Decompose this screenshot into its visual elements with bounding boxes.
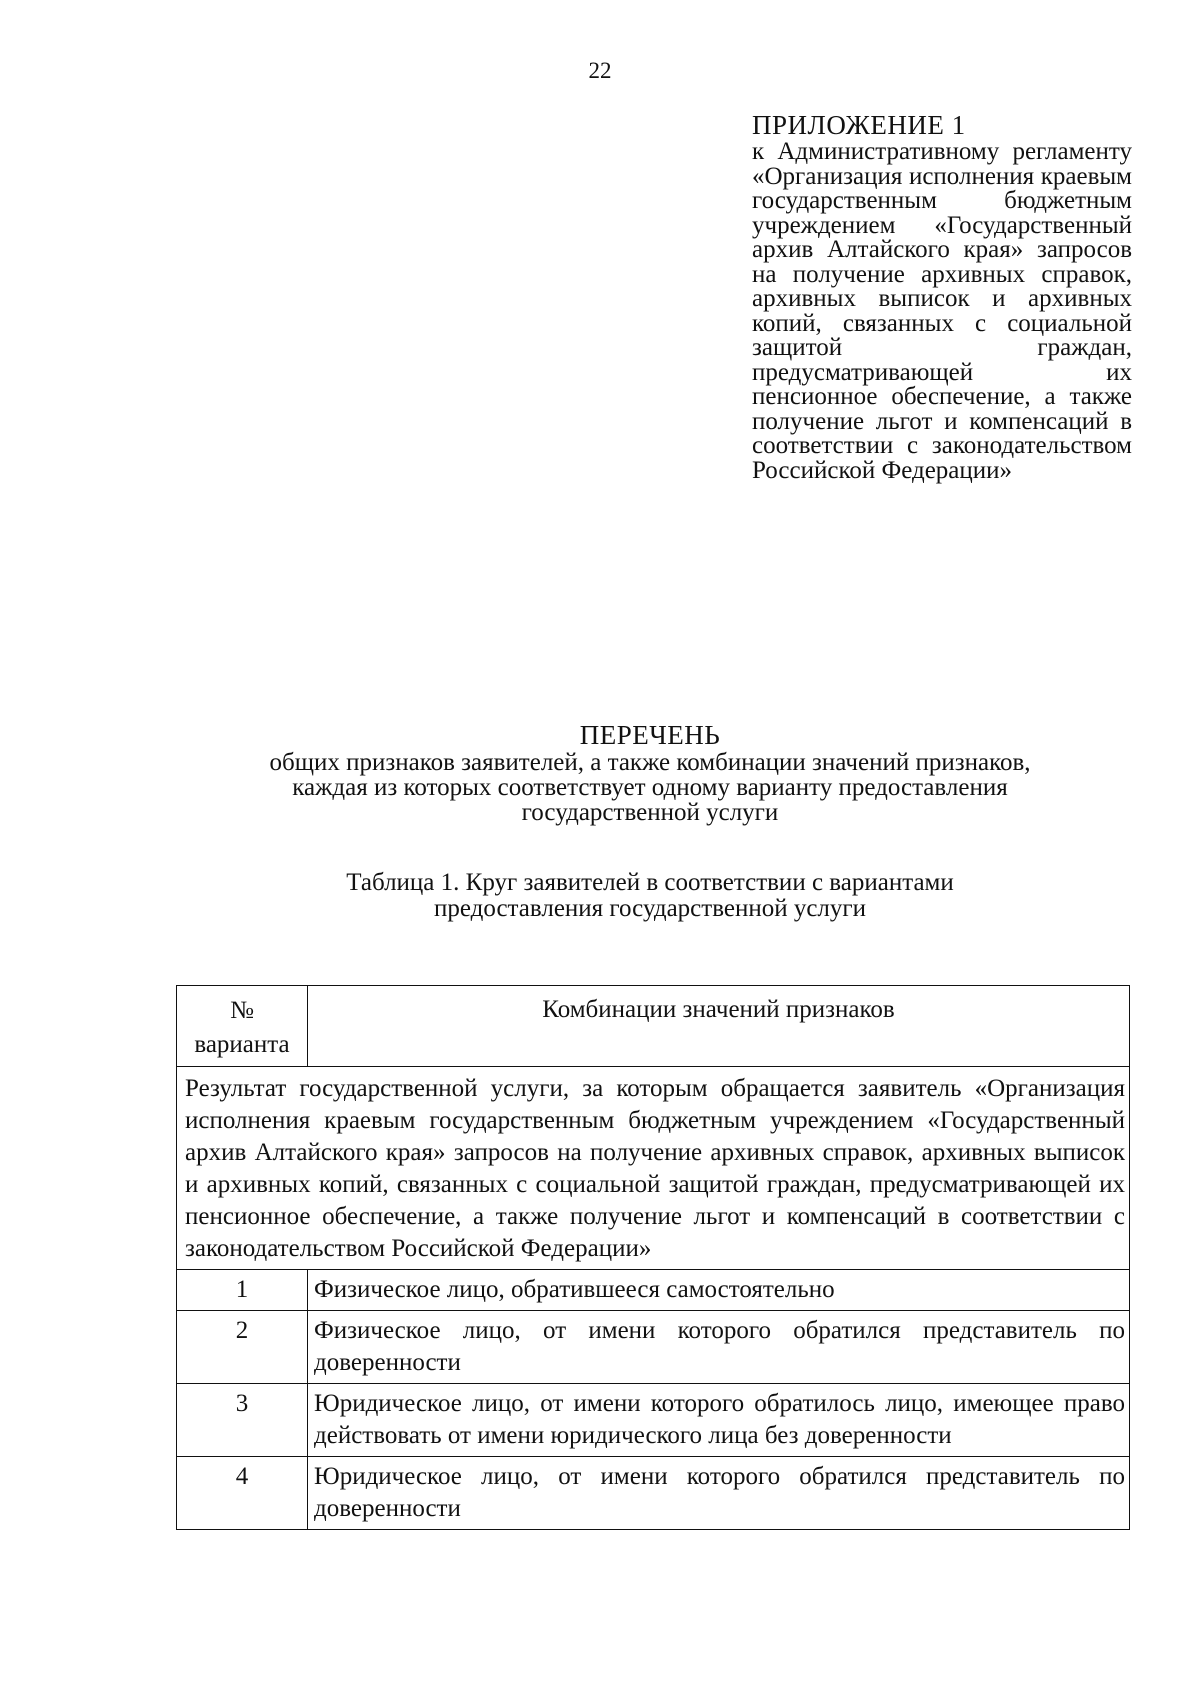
table-row: [177, 1457, 1130, 1530]
variant-text-cell: Юридическое лицо, от имени которого обратился представитель по доверенности: [308, 1457, 1130, 1530]
table-row: [177, 1270, 1130, 1311]
table-caption-line-1: Таблица 1. Круг заявителей в соответствии с вариантами: [346, 869, 954, 896]
page-number: 22: [588, 58, 612, 83]
table-header-row: [177, 986, 1130, 1067]
appendix-text: к Административному регламенту «Организация исполнения краевым государственным бюджетным учреждением «Государственный архив Алтайского края» запросов на получение архивных справок, архивных выписок и архивных копий, связанных с социальной защитой граждан, предусматривающей их пенсионное обеспечение, а также получение льгот и компенсаций в соответствии с законодательством Российской Федерации»: [752, 138, 1132, 484]
variant-text-cell: Юридическое лицо, от имени которого обратилось лицо, имеющее право действовать от имени юридического лица без доверенности: [308, 1384, 1130, 1457]
variant-text-cell: Физическое лицо, от имени которого обратился представитель по доверенности: [308, 1311, 1130, 1384]
result-cell: Результат государственной услуги, за которым обращается заявитель «Организация исполнения краевым государственным бюджетным учреждением «Государственный архив Алтайского края» запросов на получение архивных справок, архивных выписок и архивных копий, связанных с социальной защитой граждан, предусматривающей их пенсионное обеспечение, а также получение льгот и компенсаций в соответствии с законодательством Российской Федерации»: [177, 1067, 1130, 1270]
table-row: [177, 1384, 1130, 1457]
variant-number-cell: 3: [177, 1384, 308, 1457]
table-row: [177, 1311, 1130, 1384]
table-caption-line-2: предоставления государственной услуги: [433, 895, 867, 922]
result-row: [177, 1067, 1130, 1270]
document-title: ПЕРЕЧЕНЬ: [579, 720, 721, 750]
appendix-block: [752, 110, 1132, 483]
variant-number-cell: 2: [177, 1311, 308, 1384]
variant-label: варианта: [194, 1031, 290, 1058]
document-subtitle: общих признаков заявителей, а также комбинации значений признаков, каждая из которых соответствует одному варианту предоставления государственной услуги: [269, 749, 1031, 826]
header-combinations: Комбинации значений признаков: [308, 986, 1130, 1067]
variant-text-cell: Физическое лицо, обратившееся самостоятельно: [308, 1270, 1130, 1311]
applicants-table: [176, 985, 1130, 1530]
appendix-title: ПРИЛОЖЕНИЕ 1: [752, 110, 966, 140]
number-symbol: №: [230, 997, 254, 1024]
table-caption: [0, 870, 1200, 922]
header-variant-number: [177, 986, 308, 1067]
variant-number-cell: 1: [177, 1270, 308, 1311]
variant-number-cell: 4: [177, 1457, 308, 1530]
document-heading: [0, 720, 1200, 825]
